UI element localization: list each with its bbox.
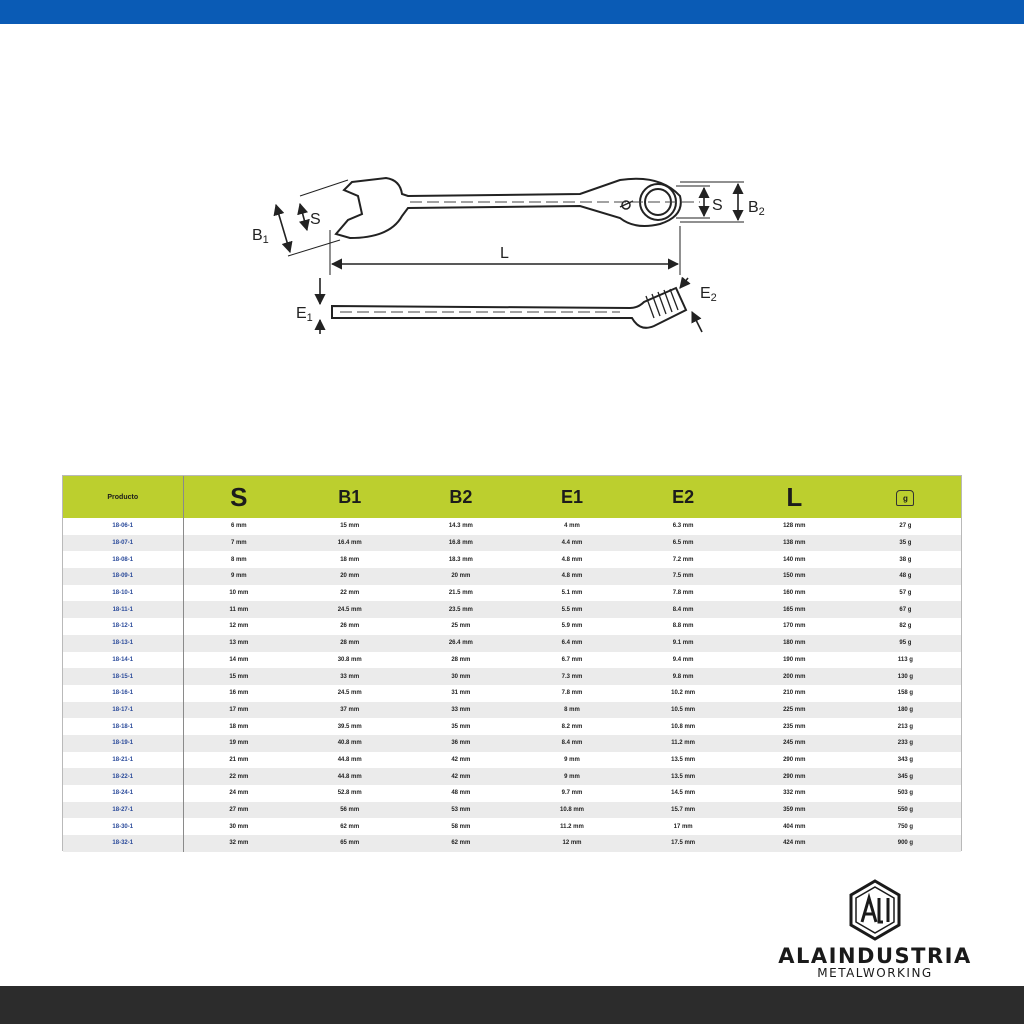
weight-icon: g [896,490,914,506]
table-cell: 44.8 mm [294,752,405,769]
table-row [63,601,961,618]
table-cell: 12 mm [516,835,627,852]
table-cell: 37 mm [294,702,405,719]
table-cell: 9.8 mm [628,668,739,685]
table-cell: 6.3 mm [628,518,739,535]
table-cell: 52.8 mm [294,785,405,802]
table-cell: 10 mm [183,585,294,602]
product-code-cell: 18-14-1 [63,652,183,669]
table-cell: 27 g [850,518,961,535]
product-code-cell: 18-16-1 [63,685,183,702]
table-row [63,635,961,652]
table-cell: 48 g [850,568,961,585]
table-cell: 233 g [850,735,961,752]
table-cell: 33 mm [405,702,516,719]
table-row [63,518,961,535]
table-row [63,735,961,752]
header-l: L [739,476,850,518]
table-row [63,618,961,635]
table-row [63,585,961,602]
table-cell: 15 mm [294,518,405,535]
table-cell: 290 mm [739,752,850,769]
table-cell: 35 g [850,535,961,552]
table-cell: 4.4 mm [516,535,627,552]
table-cell: 9.1 mm [628,635,739,652]
table-cell: 36 mm [405,735,516,752]
table-row [63,835,961,852]
table-row [63,668,961,685]
table-cell: 62 mm [405,835,516,852]
product-code-cell: 18-18-1 [63,718,183,735]
header-e1: E1 [516,476,627,518]
product-code-cell: 18-19-1 [63,735,183,752]
table-cell: 17.5 mm [628,835,739,852]
table-cell: 57 g [850,585,961,602]
company-logo [760,878,990,978]
table-cell: 225 mm [739,702,850,719]
table-cell: 16.8 mm [405,535,516,552]
table-cell: 4.8 mm [516,568,627,585]
table-cell: 4.8 mm [516,551,627,568]
table-cell: 345 g [850,768,961,785]
table-cell: 18 mm [294,551,405,568]
table-cell: 170 mm [739,618,850,635]
table-cell: 28 mm [294,635,405,652]
table-cell: 160 mm [739,585,850,602]
table-row [63,718,961,735]
table-cell: 6.4 mm [516,635,627,652]
top-color-bar [0,0,1024,24]
table-cell: 7.8 mm [516,685,627,702]
product-code-cell: 18-11-1 [63,601,183,618]
table-cell: 42 mm [405,768,516,785]
table-cell: 5.1 mm [516,585,627,602]
product-code-cell: 18-17-1 [63,702,183,719]
header-b2: B2 [405,476,516,518]
table-cell: 11.2 mm [628,735,739,752]
table-cell: 6.7 mm [516,652,627,669]
table-cell: 40.8 mm [294,735,405,752]
table-cell: 14 mm [183,652,294,669]
table-cell: 180 mm [739,635,850,652]
table-row [63,818,961,835]
label-s-left: S [310,211,321,228]
product-code-cell: 18-22-1 [63,768,183,785]
table-cell: 8.4 mm [628,601,739,618]
table-cell: 35 mm [405,718,516,735]
table-cell: 48 mm [405,785,516,802]
table-cell: 8.8 mm [628,618,739,635]
table-cell: 343 g [850,752,961,769]
table-cell: 14.3 mm [405,518,516,535]
table-cell: 235 mm [739,718,850,735]
table-cell: 7.5 mm [628,568,739,585]
table-cell: 14.5 mm [628,785,739,802]
table-cell: 8.2 mm [516,718,627,735]
table-cell: 359 mm [739,802,850,819]
table-cell: 165 mm [739,601,850,618]
table-body [63,518,961,852]
table-cell: 13 mm [183,635,294,652]
table-cell: 20 mm [405,568,516,585]
table-cell: 332 mm [739,785,850,802]
table-cell: 30 mm [183,818,294,835]
table-cell: 404 mm [739,818,850,835]
table-cell: 130 g [850,668,961,685]
table-cell: 58 mm [405,818,516,835]
header-b1: B1 [294,476,405,518]
table-cell: 190 mm [739,652,850,669]
table-cell: 10.2 mm [628,685,739,702]
table-cell: 16 mm [183,685,294,702]
table-cell: 150 mm [739,568,850,585]
table-cell: 38 g [850,551,961,568]
table-cell: 9 mm [183,568,294,585]
table-cell: 65 mm [294,835,405,852]
table-cell: 138 mm [739,535,850,552]
product-code-cell: 18-15-1 [63,668,183,685]
logo-subtitle: METALWORKING [817,966,933,980]
table-cell: 42 mm [405,752,516,769]
table-cell: 30.8 mm [294,652,405,669]
table-cell: 9 mm [516,752,627,769]
table-cell: 113 g [850,652,961,669]
product-code-cell: 18-24-1 [63,785,183,802]
table-cell: 24.5 mm [294,685,405,702]
table-cell: 9.4 mm [628,652,739,669]
table-cell: 28 mm [405,652,516,669]
table-cell: 26 mm [294,618,405,635]
table-cell: 27 mm [183,802,294,819]
table-cell: 95 g [850,635,961,652]
table-cell: 158 g [850,685,961,702]
table-cell: 44.8 mm [294,768,405,785]
wrench-diagram [240,160,800,350]
product-code-cell: 18-06-1 [63,518,183,535]
table-cell: 18.3 mm [405,551,516,568]
table-row [63,551,961,568]
table-cell: 30 mm [405,668,516,685]
table-cell: 290 mm [739,768,850,785]
table-cell: 200 mm [739,668,850,685]
table-row [63,768,961,785]
table-row [63,568,961,585]
table-cell: 31 mm [405,685,516,702]
table-cell: 15 mm [183,668,294,685]
table-cell: 13.5 mm [628,768,739,785]
product-code-cell: 18-07-1 [63,535,183,552]
table-cell: 24.5 mm [294,601,405,618]
product-code-cell: 18-10-1 [63,585,183,602]
table-row [63,685,961,702]
table-cell: 7.8 mm [628,585,739,602]
spec-table [62,475,962,851]
table-cell: 10.5 mm [628,702,739,719]
table-row [63,752,961,769]
table-cell: 17 mm [628,818,739,835]
table-cell: 750 g [850,818,961,835]
table-cell: 5.9 mm [516,618,627,635]
header-s: S [183,476,294,518]
table-cell: 424 mm [739,835,850,852]
table-cell: 550 g [850,802,961,819]
table-row [63,652,961,669]
table-cell: 16.4 mm [294,535,405,552]
table-cell: 62 mm [294,818,405,835]
product-code-cell: 18-27-1 [63,802,183,819]
table-cell: 213 g [850,718,961,735]
table-cell: 5.5 mm [516,601,627,618]
table-cell: 32 mm [183,835,294,852]
table-cell: 26.4 mm [405,635,516,652]
product-code-cell: 18-21-1 [63,752,183,769]
wrench-side-view [332,288,686,328]
table-cell: 9 mm [516,768,627,785]
table-cell: 503 g [850,785,961,802]
table-cell: 56 mm [294,802,405,819]
table-cell: 33 mm [294,668,405,685]
table-cell: 10.8 mm [628,718,739,735]
table-cell: 21 mm [183,752,294,769]
table-cell: 39.5 mm [294,718,405,735]
table-row [63,535,961,552]
table-cell: 13.5 mm [628,752,739,769]
table-cell: 210 mm [739,685,850,702]
table-cell: 8 mm [183,551,294,568]
table-cell: 20 mm [294,568,405,585]
label-b2: B2 [748,199,765,218]
table-cell: 900 g [850,835,961,852]
table-cell: 245 mm [739,735,850,752]
table-cell: 82 g [850,618,961,635]
table-cell: 11 mm [183,601,294,618]
product-code-cell: 18-08-1 [63,551,183,568]
table-cell: 17 mm [183,702,294,719]
label-e1: E1 [296,305,313,324]
table-cell: 18 mm [183,718,294,735]
table-cell: 6.5 mm [628,535,739,552]
product-code-cell: 18-30-1 [63,818,183,835]
table-cell: 15.7 mm [628,802,739,819]
table-cell: 10.8 mm [516,802,627,819]
table-cell: 19 mm [183,735,294,752]
table-cell: 7.2 mm [628,551,739,568]
product-code-cell: 18-32-1 [63,835,183,852]
label-e2: E2 [700,285,717,304]
product-code-cell: 18-12-1 [63,618,183,635]
product-code-cell: 18-13-1 [63,635,183,652]
header-product: Producto [63,476,183,518]
table-cell: 9.7 mm [516,785,627,802]
label-b1: B1 [252,227,269,246]
table-cell: 6 mm [183,518,294,535]
logo-name: ALAINDUSTRIA [778,944,972,968]
product-code-cell: 18-09-1 [63,568,183,585]
bottom-color-bar [0,986,1024,1024]
table-header-row [63,476,961,518]
table-cell: 8 mm [516,702,627,719]
table-cell: 67 g [850,601,961,618]
table-cell: 23.5 mm [405,601,516,618]
table-row [63,785,961,802]
label-l: L [500,245,509,262]
table-cell: 25 mm [405,618,516,635]
table-cell: 11.2 mm [516,818,627,835]
logo-hexagon-icon [847,878,903,942]
table-cell: 22 mm [183,768,294,785]
table-cell: 7.3 mm [516,668,627,685]
table-cell: 24 mm [183,785,294,802]
table-cell: 21.5 mm [405,585,516,602]
table-cell: 7 mm [183,535,294,552]
table-cell: 22 mm [294,585,405,602]
header-weight [850,476,961,518]
table-cell: 53 mm [405,802,516,819]
table-cell: 140 mm [739,551,850,568]
table-cell: 8.4 mm [516,735,627,752]
table-cell: 180 g [850,702,961,719]
label-s-right: S [712,197,723,214]
header-e2: E2 [628,476,739,518]
table-row [63,702,961,719]
table-row [63,802,961,819]
table-cell: 128 mm [739,518,850,535]
table-cell: 4 mm [516,518,627,535]
table-cell: 12 mm [183,618,294,635]
